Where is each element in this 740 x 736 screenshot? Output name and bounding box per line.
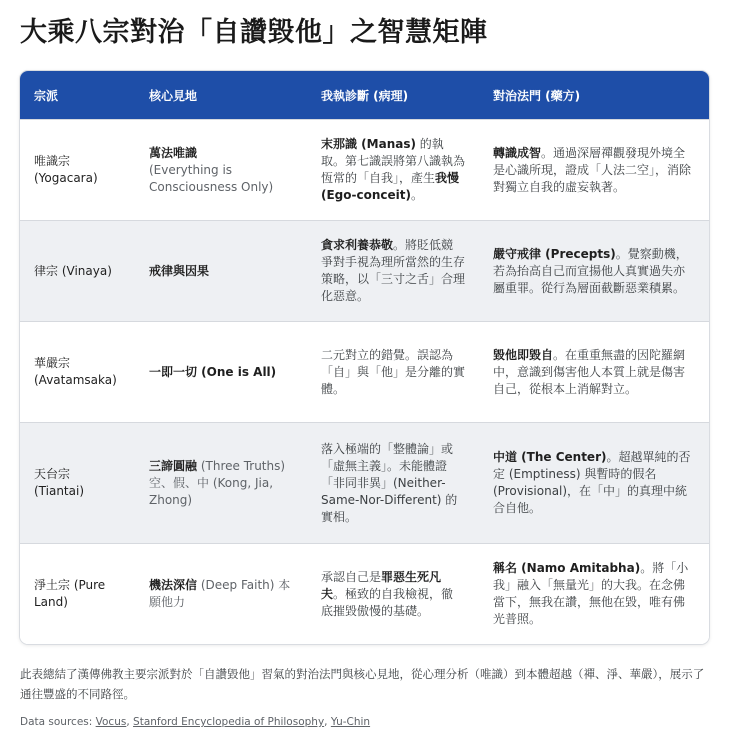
diagnosis-text: 。極致的自我檢視，徹底摧毀傲慢的基礎。 <box>321 586 454 618</box>
school-cell <box>20 322 135 423</box>
school-cell <box>20 120 135 221</box>
remedy-cell <box>479 544 709 645</box>
remedy-bold: 中道 (The Center) <box>493 450 607 464</box>
summary-paragraph: 此表總結了漢傳佛教主要宗派對於「自讚毀他」習氣的對治法門與核心見地，從心理分析（唯識）到本體超越（禪、淨、華嚴），展示了通往豐盛的不同路徑。 <box>20 667 705 701</box>
remedy-bold: 轉識成智 <box>493 145 542 160</box>
diagnosis-text-pre: 承認自己是 <box>321 569 382 584</box>
core-view-bold: 戒律與因果 <box>149 263 210 278</box>
diagnosis-text: 。將貶低競爭對手視為理所當然的生存策略，以「三寸之舌」合理化惡意。 <box>321 238 466 303</box>
diagnosis-text: 落入極端的「整體論」或「虛無主義」。未能體證「非同非異」(Neither-Same-Nor-Different) 的實相。 <box>321 441 458 524</box>
core-view-cell <box>135 221 307 322</box>
source-link-yu-chin[interactable]: Yu-Chin <box>330 716 371 728</box>
diagnosis-bold-2: 我慢 (Ego-conceit) <box>321 171 460 202</box>
table-row <box>20 322 709 423</box>
remedy-cell <box>479 221 709 322</box>
sources-label: Data sources: <box>20 716 93 728</box>
remedy-text: 。將「小我」融入「無量光」的大我。在念佛當下，無我在讚，無他在毀，唯有佛光普照。 <box>493 561 689 626</box>
school-name: 律宗 (Vinaya) <box>34 263 112 278</box>
remedy-bold: 稱名 (Namo Amitabha) <box>493 561 641 575</box>
school-name: 華嚴宗 (Avatamsaka) <box>34 356 117 387</box>
core-view-text: (Deep Faith) 本願他力 <box>149 578 291 609</box>
diagnosis-cell <box>307 120 479 221</box>
core-view-cell <box>135 120 307 221</box>
remedy-text: 。覺察動機，若為抬高自己而宣揚他人真實過失亦屬重罪。從行為層面截斷惡業積累。 <box>493 246 688 295</box>
wisdom-matrix-table <box>19 70 710 645</box>
remedy-cell <box>479 423 709 544</box>
core-view-bold: 一即一切 (One is All) <box>149 364 277 379</box>
core-view-bold: 萬法唯識 <box>149 145 198 160</box>
school-name: 淨土宗 (Pure Land) <box>34 578 106 609</box>
diagnosis-cell <box>307 322 479 423</box>
core-view-text: (Everything is Consciousness Only) <box>149 162 274 194</box>
school-cell <box>20 423 135 544</box>
diagnosis-text: 二元對立的錯覺。誤認為「自」與「他」是分離的實體。 <box>321 347 466 396</box>
core-view-cell <box>135 423 307 544</box>
diagnosis-text-2: 。 <box>410 188 423 202</box>
remedy-text: 。通過深層禪觀發現外境全是心識所現，證成「人法二空」，消除對獨立自我的虛妄執著。 <box>493 145 692 194</box>
table-header-row <box>20 71 709 120</box>
core-view-cell <box>135 322 307 423</box>
school-name: 天台宗 (Tiantai) <box>34 467 85 498</box>
table-row <box>20 120 709 221</box>
source-link-vocus[interactable]: Vocus <box>95 716 127 728</box>
remedy-cell <box>479 120 709 221</box>
school-name: 唯識宗 (Yogacara) <box>34 154 98 185</box>
diagnosis-cell <box>307 221 479 322</box>
source-link-stanford[interactable]: Stanford Encyclopedia of Philosophy <box>133 716 325 728</box>
diagnosis-bold: 罪惡生死凡夫 <box>321 569 442 601</box>
core-view-cell <box>135 544 307 645</box>
remedy-text: 。在重重無盡的因陀羅網中，意識到傷害他人本質上就是傷害自己，從根本上消解對立。 <box>493 347 686 396</box>
table-row <box>20 221 709 322</box>
header-school: 宗派 <box>20 71 135 120</box>
header-remedy: 對治法門 (藥方) <box>479 71 709 120</box>
core-view-bold: 機法深信 <box>149 578 198 592</box>
data-sources: Data sources: Vocus, Stanford Encyclopedia of Philosophy, Yu-Chin <box>20 716 371 728</box>
school-cell <box>20 221 135 322</box>
table-row <box>20 423 709 544</box>
diagnosis-bold: 貪求利養恭敬 <box>321 238 394 252</box>
core-view-text: (Three Truths) 空、假、中 (Kong, Jia, Zhong) <box>149 458 286 507</box>
school-cell <box>20 544 135 645</box>
page-title: 大乘八宗對治「自讚毀他」之智慧矩陣 <box>20 17 488 48</box>
diagnosis-bold: 末那識 (Manas) <box>321 137 416 151</box>
remedy-text: 。超越單純的否定 (Emptiness) 與暫時的假名 (Provisional)，在「中」的真理中統合自他。 <box>493 450 691 515</box>
table-row <box>20 544 709 645</box>
header-core-view: 核心見地 <box>135 71 307 120</box>
diagnosis-text: 的執取。第七識誤將第八識執為恆常的「自我」，產生 <box>321 137 466 185</box>
remedy-bold: 毀他即毀自 <box>493 347 554 362</box>
header-diagnosis: 我執診斷 (病理) <box>307 71 479 120</box>
core-view-bold: 三諦圓融 <box>149 458 198 473</box>
diagnosis-cell <box>307 544 479 645</box>
remedy-cell <box>479 322 709 423</box>
diagnosis-cell <box>307 423 479 544</box>
remedy-bold: 嚴守戒律 (Precepts) <box>493 246 616 261</box>
